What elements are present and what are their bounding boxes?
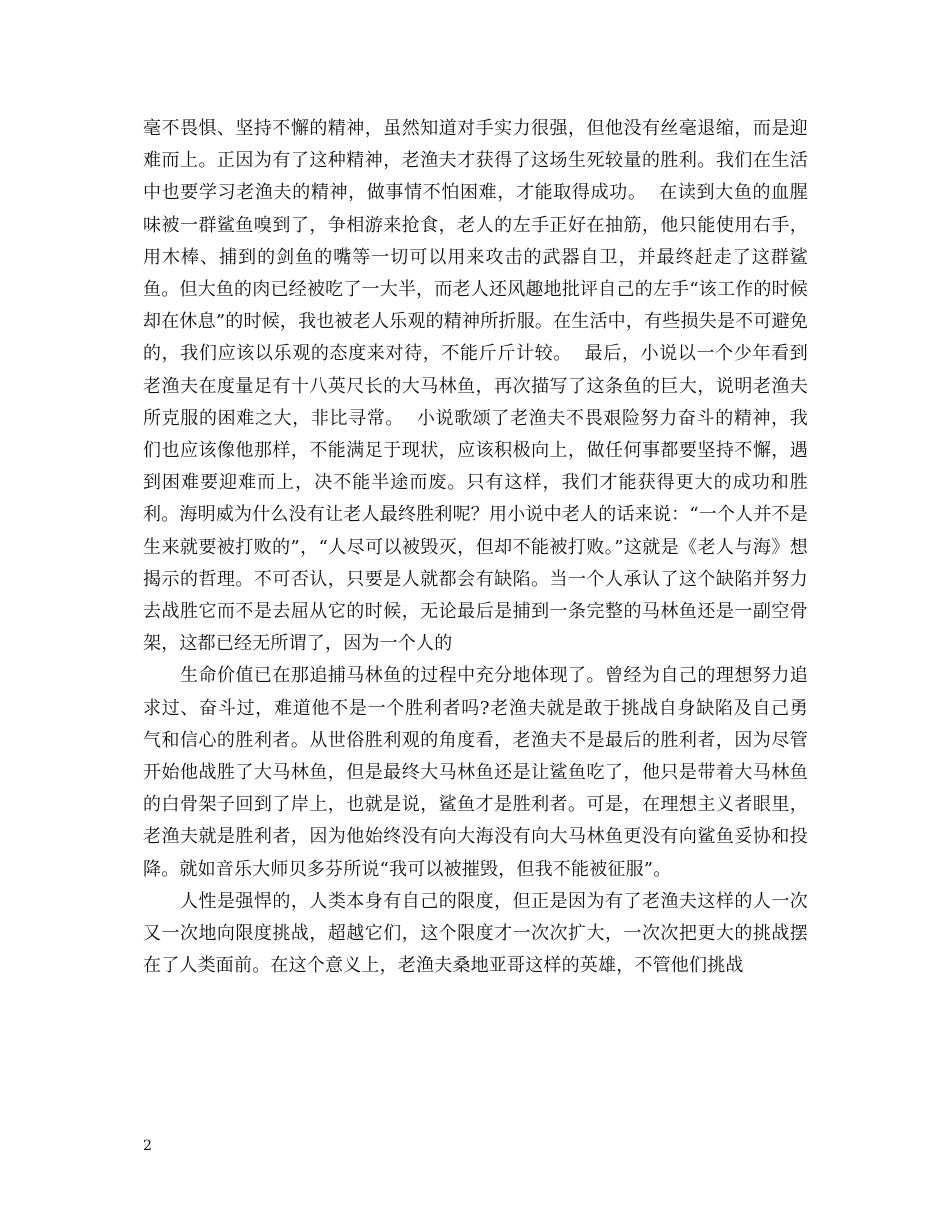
paragraph-1: 毫不畏惧、坚持不懈的精神，虽然知道对手实力很强，但他没有丝毫退缩，而是迎难而上。正因为有了这种精神，老渔夫才获得了这场生死较量的胜利。我们在生活中也要学习老渔夫的精神，做事情不怕困难，才能取得成功。 在读到大鱼的血腥味被一群鲨鱼嗅到了，争相游来抢食，老人的左手正好在抽筋，他只能使用右手，用木棒、捕到的剑鱼的嘴等一切可以用来攻击的武器自卫，并最终赶走了这群鲨鱼。但大鱼的肉已经被吃了一大半，而老人还风趣地批评自己的左手“该工作的时候却在休息”的时候，我也被老人乐观的精神所折服。在生活中，有些损失是不可避免的，我们应该以乐观的态度来对待，不能斤斤计较。 最后，小说以一个少年看到老渔夫在度量足有十八英尺长的大马林鱼，再次描写了这条鱼的巨大，说明老渔夫所克服的困难之大，非比寻常。 小说歌颂了老渔夫不畏艰险努力奋斗的精神，我们也应该像他那样，不能满足于现状，应该积极向上，做任何事都要坚持不懈，遇到困难要迎难而上，决不能半途而废。只有这样，我们才能获得更大的成功和胜利。海明威为什么没有让老人最终胜利呢？用小说中老人的话来说：“一个人并不是生来就要被打败的”，“人尽可以被毁灭，但却不能被打败。”这就是《老人与海》想揭示的哲理。不可否认，只要是人就都会有缺陷。当一个人承认了这个缺陷并努力去战胜它而不是去屈从它的时候，无论最后是捕到一条完整的马林鱼还是一副空骨架，这都已经无所谓了，因为一个人的 (143, 118, 808, 655)
paragraph-3: 人性是强悍的，人类本身有自己的限度，但正是因为有了老渔夫这样的人一次又一次地向限度挑战，超越它们，这个限度才一次次扩大，一次次把更大的挑战摆在了人类面前。在这个意义上，老渔夫桑地亚哥这样的英雄，不管他们挑战 (143, 890, 808, 977)
document-body (143, 113, 808, 982)
page-number: 2 (143, 1138, 152, 1154)
paragraph-2: 生命价值已在那追捕马林鱼的过程中充分地体现了。曾经为自己的理想努力追求过、奋斗过，难道他不是一个胜利者吗?老渔夫就是敢于挑战自身缺陷及自己勇气和信心的胜利者。从世俗胜利观的角度看，老渔夫不是最后的胜利者，因为尽管开始他战胜了大马林鱼，但是最终大马林鱼还是让鲨鱼吃了，他只是带着大马林鱼的白骨架子回到了岸上，也就是说，鲨鱼才是胜利者。可是，在理想主义者眼里，老渔夫就是胜利者，因为他始终没有向大海没有向大马林鱼更没有向鲨鱼妥协和投降。就如音乐大师贝多芬所说“我可以被摧毁，但我不能被征服”。 (143, 665, 808, 880)
